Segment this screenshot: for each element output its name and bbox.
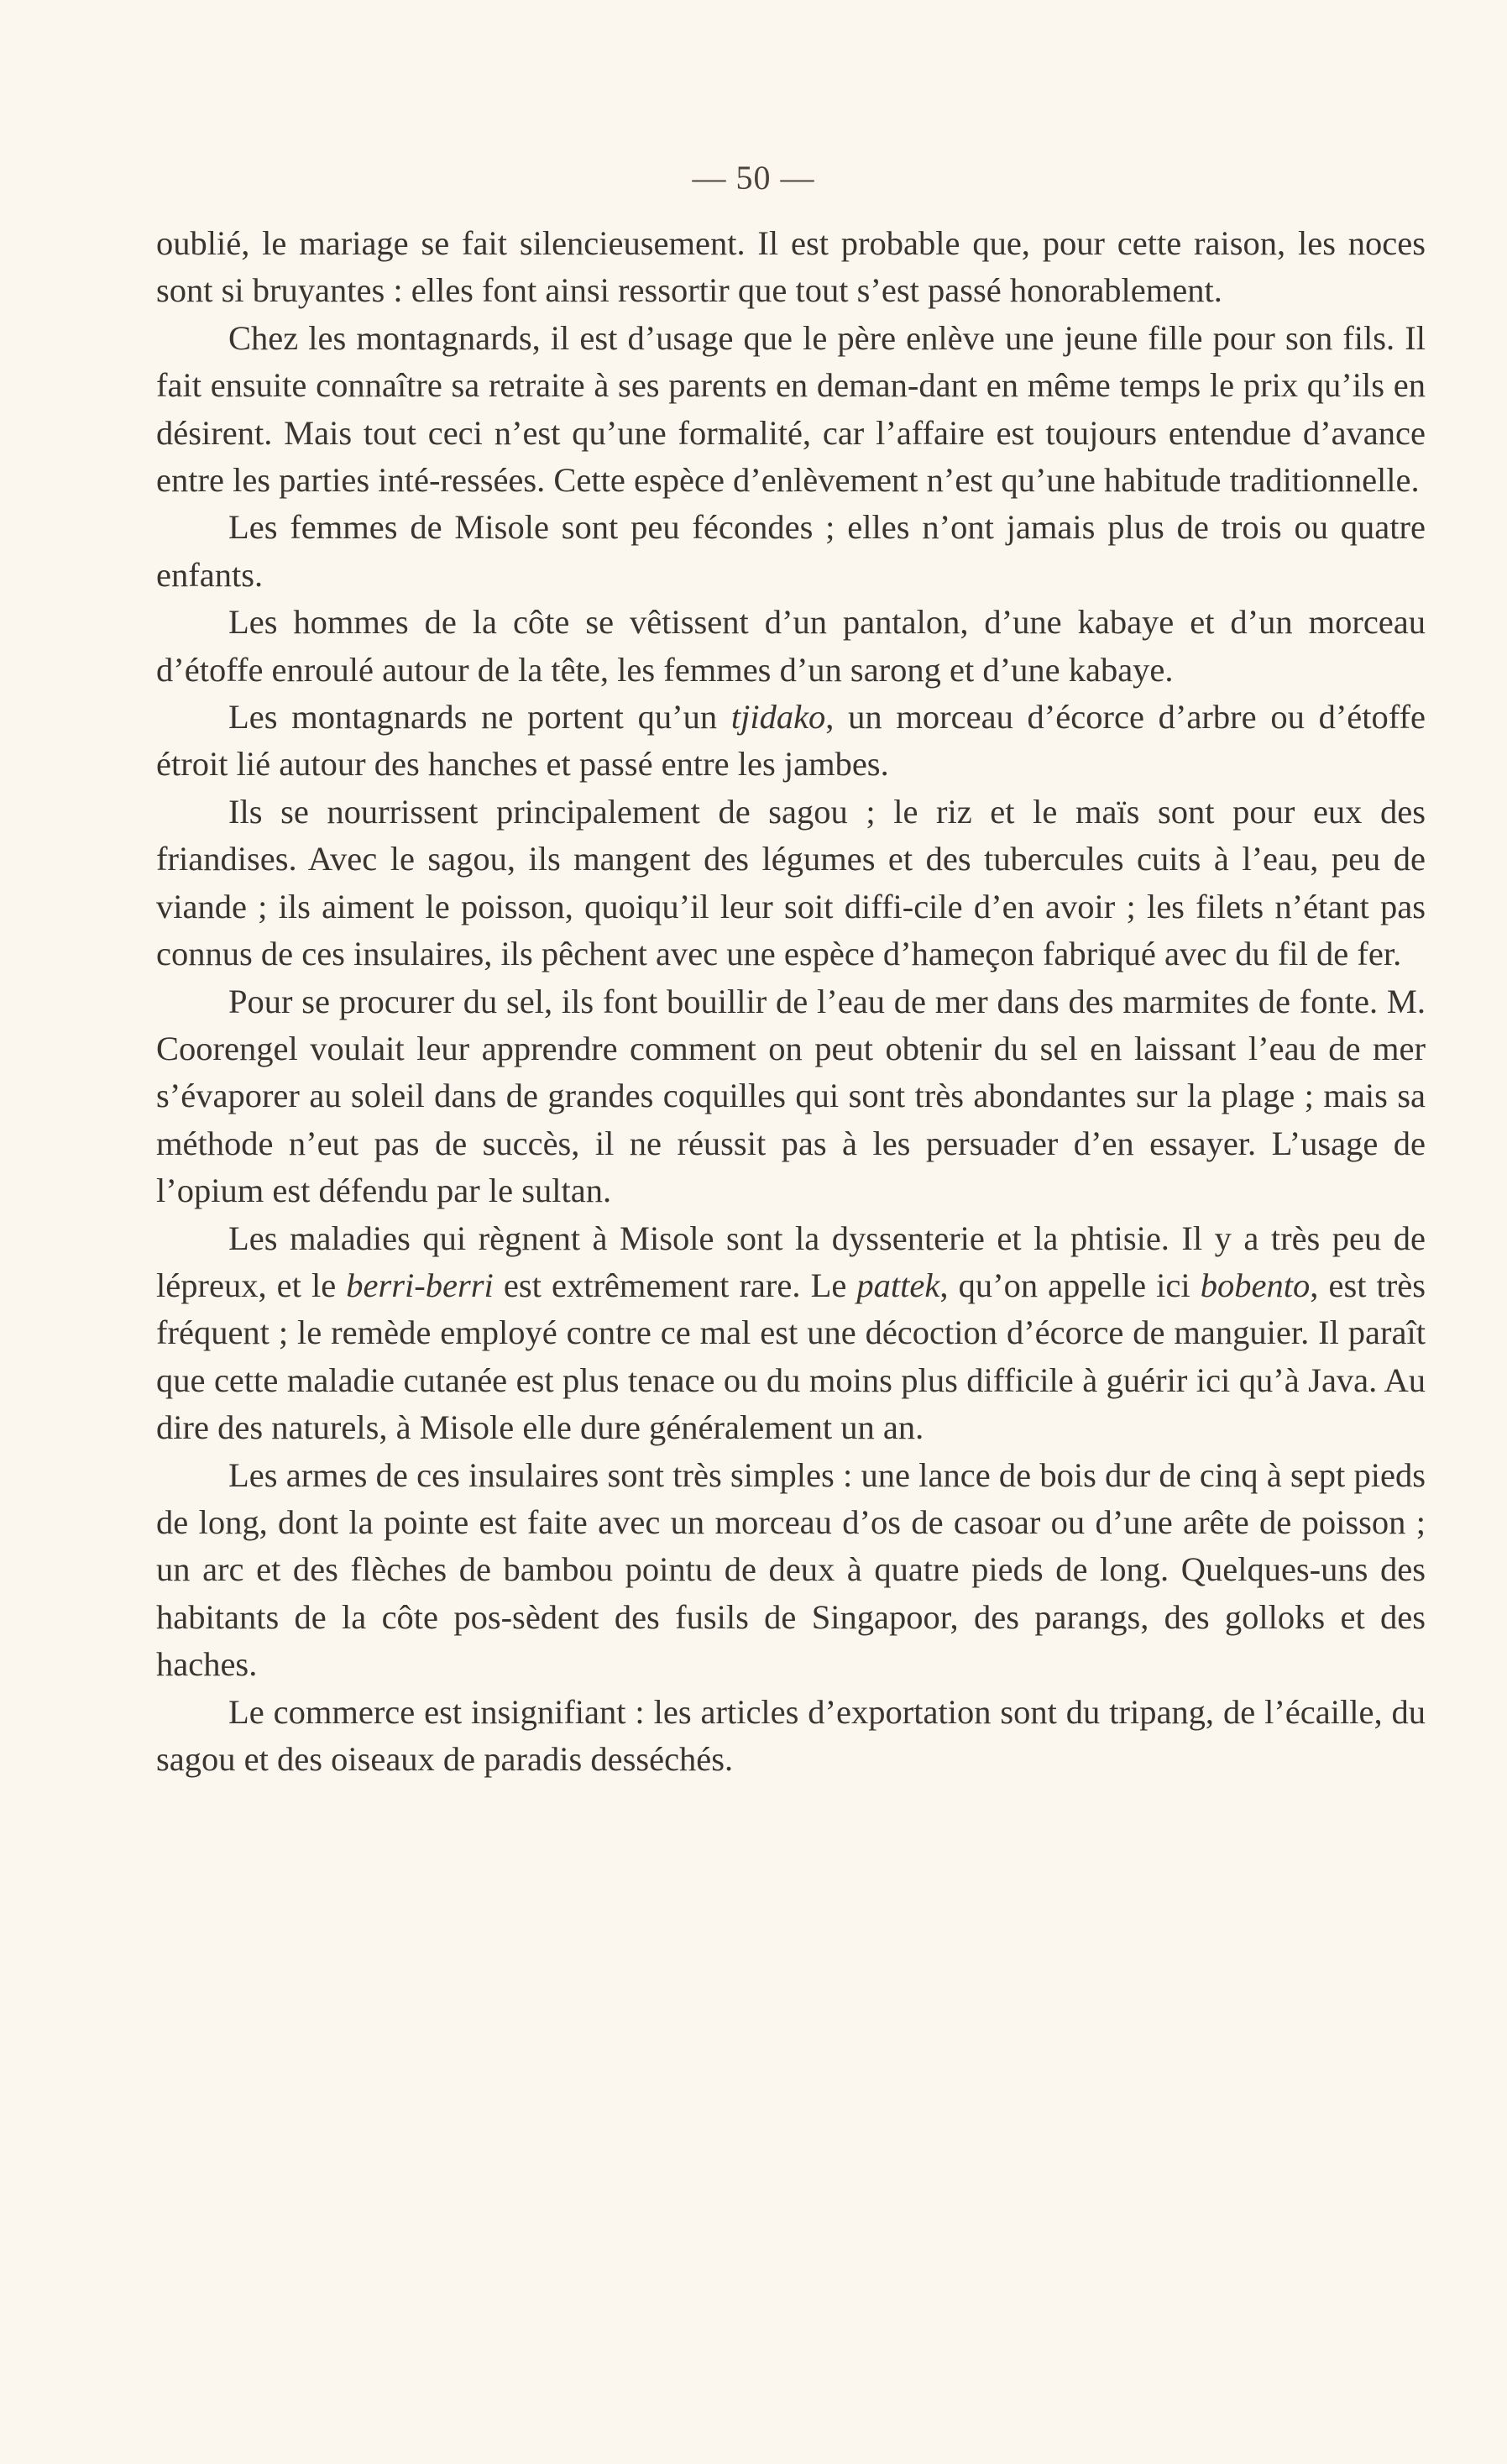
text-run: Chez les montagnards, il est d’usage que le père enlève une jeune fille pour son fils. Il fait ensuite connaître sa retraite à ses parents en deman-dant en même temps le prix qu’ils en désirent. Mais tout ceci n’est qu’une formalité, car l’affaire est toujours entendue d’avance entre les parties inté-ressées. Cette espèce d’enlèvement n’est qu’une habitude traditionnelle. (156, 318, 1426, 500)
paragraph (156, 1215, 1426, 1452)
text-run: , qu’on appelle ici (939, 1266, 1201, 1304)
italic-term: bobento (1200, 1266, 1311, 1304)
text-run: Les armes de ces insulaires sont très simples : une lance de bois dur de cinq à sept pieds de long, dont la pointe est faite avec un morceau d’os de casoar ou d’une arête de poisson ; un arc et des flèches de bambou pointu de deux à quatre pieds de long. Quelques-uns des habitants de la côte pos-sèdent des fusils de Singapoor, des parangs, des golloks et des haches. (156, 1455, 1426, 1684)
text-run: Ils se nourrissent principalement de sagou ; le riz et le maïs sont pour eux des friandises. Avec le sagou, ils mangent des légumes et des tubercules cuits à l’eau, peu de viande ; ils aiment le poisson, quoiqu’il leur soit diffi-cile d’en avoir ; les filets n’étant pas connus de ces insulaires, ils pêchent avec une espèce d’hameçon fabriqué avec du fil de fer. (156, 792, 1426, 973)
text-run: , est très fréquent ; le remède employé contre ce mal est une décoction d’écorce de manguier. Il paraît que cette maladie cutanée est plus tenace ou du moins plus difficile à guérir ici qu’à Java. Au dire des naturels, à Misole elle dure généralement un an. (156, 1266, 1426, 1447)
text-run: Les montagnards ne portent qu’un (228, 698, 731, 737)
text-run: , un morceau d’écorce d’arbre ou d’étoffe étroit lié autour des hanches et passé entre les jambes. (156, 698, 1426, 784)
paragraph (156, 978, 1426, 1215)
paragraph (156, 1452, 1426, 1689)
italic-term: pattek (856, 1266, 940, 1304)
text-run: Pour se procurer du sel, ils font bouillir de l’eau de mer dans des marmites de fonte. M. Coorengel voulait leur apprendre comment on peut obtenir du sel en laissant l’eau de mer s’évaporer au soleil dans de grandes coquilles qui sont très abondantes sur la plage ; mais sa méthode n’eut pas de succès, il ne réussit pas à les persuader d’en essayer. L’usage de l’opium est défendu par le sultan. (156, 982, 1426, 1210)
paragraph (156, 1689, 1426, 1784)
italic-term: berri-berri (346, 1266, 494, 1304)
body-text (156, 220, 1426, 1783)
text-run: Le commerce est insignifiant : les articles d’exportation sont du tripang, de l’écaille, du sagou et des oiseaux de paradis desséchés. (156, 1692, 1426, 1778)
text-run: Les hommes de la côte se vêtissent d’un pantalon, d’une kabaye et d’un morceau d’étoffe enroulé autour de la tête, les femmes d’un sarong et d’une kabaye. (156, 603, 1426, 689)
paragraph (156, 789, 1426, 978)
paragraph (156, 315, 1426, 505)
italic-term: tjidako (730, 698, 826, 737)
paragraph (156, 694, 1426, 789)
text-run: oublié, le mariage se fait silencieusement. Il est probable que, pour cette raison, les noces sont si bruyantes : elles font ainsi ressortir que tout s’est passé honorablement. (156, 224, 1426, 310)
text-run: est extrêmement rare. Le (493, 1266, 857, 1304)
text-run: Les femmes de Misole sont peu fécondes ; elles n’ont jamais plus de trois ou quatre enfants. (156, 508, 1426, 594)
page-number: — 50 — (692, 159, 815, 197)
paragraph (156, 504, 1426, 599)
text-run: Les maladies qui règnent à Misole sont la dyssenterie et la phtisie. Il y a très peu de lépreux, et le (156, 1219, 1426, 1304)
paragraph (156, 599, 1426, 694)
paragraph (156, 220, 1426, 315)
